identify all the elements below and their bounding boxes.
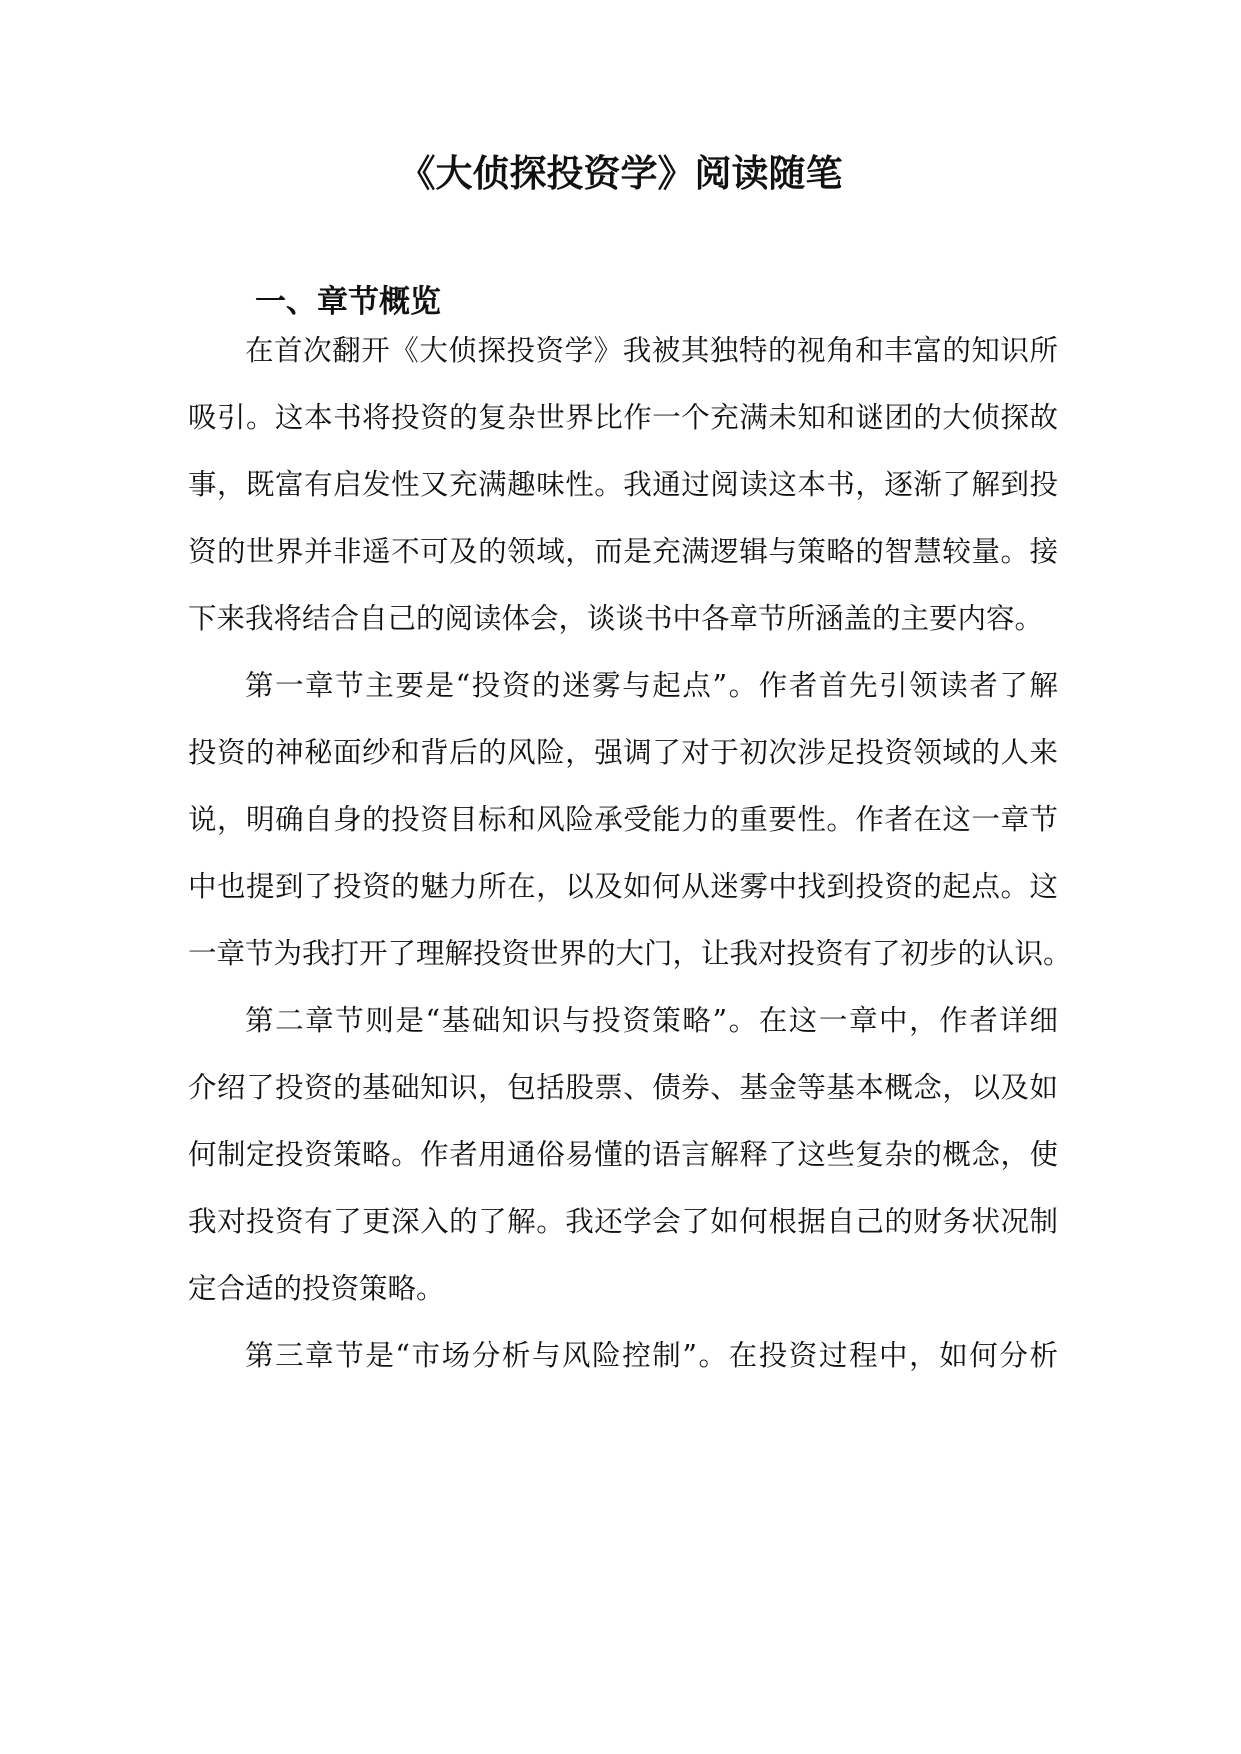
paragraph-line: 第一章节主要是“投资的迷雾与起点”。作者首先引领读者了解 xyxy=(245,669,1058,702)
document-title: 《大侦探投资学》阅读随笔 xyxy=(398,151,843,195)
paragraph-line: 在首次翻开《大侦探投资学》我被其独特的视角和丰富的知识所 xyxy=(245,334,1058,367)
paragraph-line: 资的世界并非遥不可及的领域，而是充满逻辑与策略的智慧较量。接 xyxy=(188,535,1058,568)
paragraph-line: 我对投资有了更深入的了解。我还学会了如何根据自己的财务状况制 xyxy=(188,1205,1058,1238)
paragraph-line: 定合适的投资策略。 xyxy=(188,1272,445,1305)
paragraph-line: 介绍了投资的基础知识，包括股票、债券、基金等基本概念，以及如 xyxy=(188,1071,1058,1104)
paragraph-line: 吸引。这本书将投资的复杂世界比作一个充满未知和谜团的大侦探故 xyxy=(188,401,1058,434)
paragraph-line: 第二章节则是“基础知识与投资策略”。在这一章中，作者详细 xyxy=(245,1004,1058,1037)
section-heading: 一、章节概览 xyxy=(255,284,441,320)
paragraph-line: 一章节为我打开了理解投资世界的大门，让我对投资有了初步的认识。 xyxy=(188,937,1072,970)
paragraph-line: 事，既富有启发性又充满趣味性。我通过阅读这本书，逐渐了解到投 xyxy=(188,468,1058,501)
paragraph-line: 下来我将结合自己的阅读体会，谈谈书中各章节所涵盖的主要内容。 xyxy=(188,602,1044,635)
paragraph-line: 投资的神秘面纱和背后的风险，强调了对于初次涉足投资领域的人来 xyxy=(188,736,1058,769)
paragraph-line: 第三章节是“市场分析与风险控制”。在投资过程中，如何分析 xyxy=(245,1339,1058,1372)
paragraph-line: 何制定投资策略。作者用通俗易懂的语言解释了这些复杂的概念，使 xyxy=(188,1138,1058,1171)
paragraph-line: 说，明确自身的投资目标和风险承受能力的重要性。作者在这一章节 xyxy=(188,803,1058,836)
paragraph-line: 中也提到了投资的魅力所在，以及如何从迷雾中找到投资的起点。这 xyxy=(188,870,1058,903)
